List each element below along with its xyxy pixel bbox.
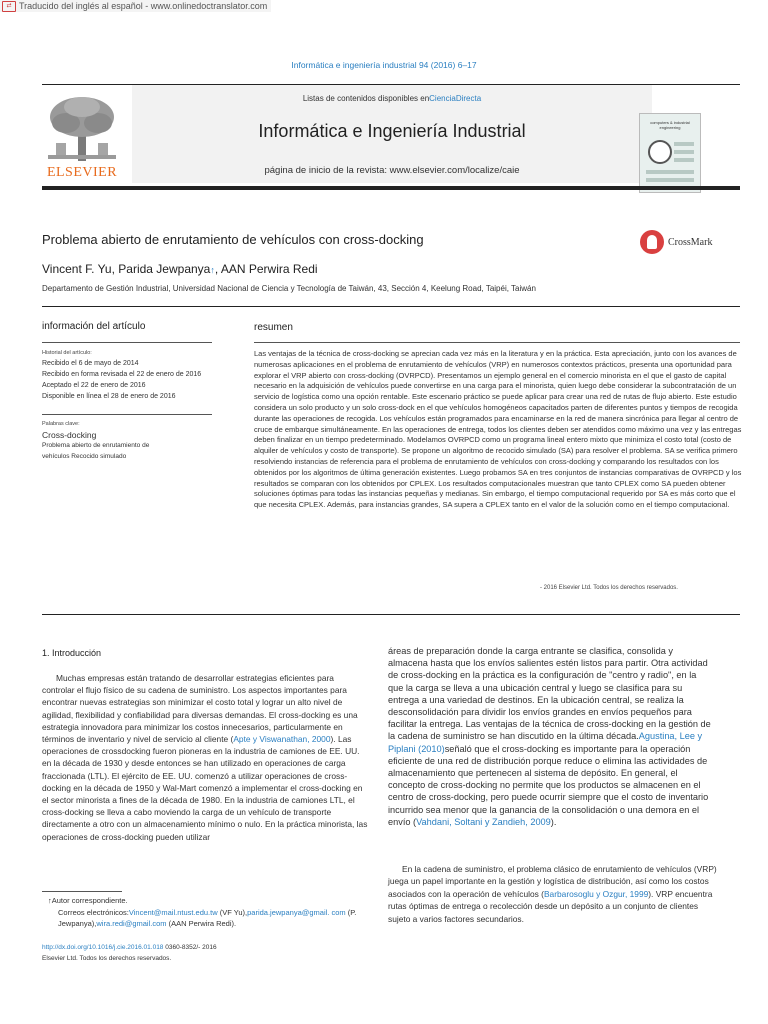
abstract-heading: resumen bbox=[254, 322, 293, 333]
translator-icon: ⇄ bbox=[2, 1, 16, 12]
journal-cover-thumbnail bbox=[639, 113, 701, 193]
doi-line bbox=[42, 942, 217, 953]
email-owner: (P. Jewpanya), bbox=[58, 908, 357, 928]
email-link[interactable]: Vincent@mail.ntust.edu.tw bbox=[128, 908, 218, 917]
cover-title: computers & industrial engineering bbox=[650, 120, 690, 130]
translator-label: Traducido del inglés al español - www.onlinedoctranslator.com bbox=[19, 1, 268, 11]
cover-decoration bbox=[674, 150, 694, 154]
author-emails bbox=[42, 907, 372, 929]
contents-prefix: Listas de contenidos disponibles en bbox=[302, 94, 430, 103]
cover-decoration bbox=[646, 170, 694, 174]
article-info-rule bbox=[42, 342, 212, 343]
reference-link[interactable]: Agustina, Lee y Piplani (2010) bbox=[388, 731, 703, 754]
cover-decoration bbox=[646, 178, 694, 182]
header-bottom-rule bbox=[42, 186, 740, 190]
journal-header-center bbox=[132, 85, 652, 183]
crossmark-label: CrossMark bbox=[668, 236, 713, 248]
title-bottom-rule bbox=[42, 306, 740, 307]
email-link[interactable]: parida.jewpanya@gmail. com bbox=[247, 908, 346, 917]
email-owner: (AAN Perwira Redi). bbox=[166, 919, 237, 928]
history-received: Recibido el 6 de mayo de 2014 bbox=[42, 360, 139, 367]
introduction-heading: 1. Introducción bbox=[42, 648, 102, 658]
intro-paragraph: áreas de preparación donde la carga entrante se clasifica, consolida y almacena hasta que los envíos salientes estén listos para partir. Otra actividad de cross-docking en la práctica es la configuración de "centro y radio", en la que la carga se lleva a una ubicación central y luego se clasifica para su entrega a una variedad de destinos. En la ubicación central, se realiza la desconsolidación para dividir los envíos grandes en envíos pequeños para facilitar la entrega. Las ventajas de la técnica de cross-docking en la gestión de la cadena de suministro se han discutido en la última década. bbox=[388, 646, 711, 742]
rights-line: Elsevier Ltd. Todos los derechos reservados. bbox=[42, 955, 172, 962]
email-link[interactable]: wira.redi@gmail.com bbox=[96, 919, 167, 928]
affiliation: Departamento de Gestión Industrial, Universidad Nacional de Ciencia y Tecnología de Taiwán, 43, Sección 4, Keelung Road, Taipéi, Taiwán bbox=[42, 284, 536, 293]
reference-link[interactable]: Apte y Viswanathan, 2000 bbox=[233, 734, 331, 745]
corresponding-author-mark[interactable]: ↑ bbox=[210, 265, 215, 275]
keyword-item: Cross-docking bbox=[42, 430, 97, 440]
journal-citation[interactable]: Informática e ingeniería industrial 94 (2016) 6–17 bbox=[291, 60, 477, 70]
abstract-text: Las ventajas de la técnica de cross-docking se aprecian cada vez más en la literatura y en la práctica. Esta apreciación, junto con los avances de numerosas aplicaciones en el problema de enrutamiento de vehículos (VRP) en numerosos contextos prácticos, presenta una oportunidad para explorar el VRP abierto con cross-docking (OVRPCD). Presentamos un ejemplo general en el comercio minorista en el que el gasto de capital necesario en la adquisición de vehículos puede convertirse en una carga para el minorista, quien luego debe considerar la subcontratación de un servicio de logística como una opción rentable. Este escenario práctico se puede aplicar para crear una red de rutas de flujo abierto. Este estudio considera un solo producto y un solo cross-dock en el que vehículos homogéneos capacitados parten de diferentes puntos y tiempos de recogida durante las operaciones de recogida. Los vehículos están programados para encaminarse en la red de manera sincrónica para llegar al centro de cruce de embarque simultáneamente. En las operaciones de entrega, todos los clientes deben ser atendidos como máximo una vez y las entregas deben finalizar en un tiempo predeterminado. Modelamos OVRPCD como un programa lineal entero mixto que minimiza el costo total (costo de alquiler de vehículos y costo de transporte). Se propone un algoritmo de recocido simulado (SA) para resolver el problema. SA se verifica primero resolviendo instancias de referencia para el problema de enrutamiento de vehículos con cross-docking y comparando los resultados con los obtenidos por los algoritmos de última generación existentes. Luego probamos SA en tres conjuntos de instancias comparativas de OVRPCD y los resultados se comparan con los obtenidos por CPLEX. Los resultados computacionales muestran que tanto CPLEX como SA pueden obtener soluciones óptimas para todas las instancias pequeñas y medianas. Sin embargo, el tiempo computacional requerido por SA es más corto que el que necesita CPLEX. Además, para instancias grandes, SA supera a CPLEX tanto en el valor de la solución como en el tiempo computacional. bbox=[254, 349, 742, 510]
intro-right-column-p2 bbox=[388, 863, 718, 925]
doi-link[interactable]: http://dx.doi.org/10.1016/j.cie.2016.01.018 bbox=[42, 944, 164, 951]
intro-left-column bbox=[42, 672, 368, 843]
keywords-rule bbox=[42, 414, 212, 415]
intro-paragraph: En la cadena de suministro, el problema clásico de enrutamiento de vehículos (VRP) juega un papel importante en la gestión y logística de distribución, así como los costos asociados con la operación de vehículos ( bbox=[388, 864, 717, 899]
issn: 0360-8352/- 2016 bbox=[163, 944, 217, 951]
journal-header bbox=[42, 85, 740, 185]
contents-availability bbox=[132, 94, 652, 103]
journal-homepage[interactable]: página de inicio de la revista: www.elsevier.com/localize/caie bbox=[264, 165, 520, 176]
authors-secondary: , AAN Perwira Redi bbox=[214, 262, 318, 276]
history-online: Disponible en línea el 28 de enero de 2016 bbox=[42, 393, 176, 400]
paper-title: Problema abierto de enrutamiento de vehículos con cross-docking bbox=[42, 232, 424, 247]
sciencedirect-link[interactable]: CienciaDirecta bbox=[429, 94, 482, 103]
intro-right-column bbox=[388, 645, 712, 828]
elsevier-tree-icon bbox=[42, 93, 122, 165]
intro-paragraph: ). bbox=[550, 816, 557, 827]
keyword-item: Problema abierto de enrutamiento de bbox=[42, 442, 150, 449]
footnote-rule bbox=[42, 891, 122, 892]
authors-primary: Vincent F. Yu, Parida Jewpanya bbox=[42, 262, 211, 276]
cover-decoration bbox=[674, 142, 694, 146]
abstract-rule bbox=[254, 342, 740, 343]
intro-paragraph: Muchas empresas están tratando de desarrollar estrategias eficientes para controlar el flujo físico de su cadena de suministro. Los aspectos importantes para encontrar nuevas estrategias son minimizar el costo total y lograr un alto nivel de agilidad, flexibilidad y confiabilidad para diversas demandas. El cross-docking es una estrategia innovadora para minimizar los costos innecesarios, particularmente en términos de inventario y nivel de servicio al cliente ( bbox=[42, 673, 358, 745]
reference-link[interactable]: Vahdani, Soltani y Zandieh, 2009 bbox=[416, 816, 551, 827]
keywords-label: Palabras clave: bbox=[42, 421, 80, 427]
article-info-heading: información del artículo bbox=[42, 321, 146, 332]
intro-paragraph: ). Las operaciones de crossdocking fueron pioneras en la industria de camiones de EE. UU. en la década de 1930 y desde entonces se han utilizado en operaciones de carga fraccionada (LTL). El ejército de EE. UU. comenzó a utilizar operaciones de cross-docking en la década de 1950 y Wal-Mart comenzó a implementar el cross-docking en el sector minorista a fines de la década de 1980. En la industria de camiones LTL, el cross-docking se lleva a cabo moviendo la carga de un vehículo de transporte directamente a otro con un almacenamiento mínimo o nulo. En la práctica minorista, las operaciones de cross-docking pueden utilizar bbox=[42, 734, 368, 842]
history-revised: Recibido en forma revisada el 22 de enero de 2016 bbox=[42, 371, 202, 378]
crossmark-button[interactable] bbox=[640, 230, 712, 254]
keyword-item: vehículos Recocido simulado bbox=[42, 453, 127, 460]
abstract-bottom-rule bbox=[42, 614, 740, 615]
reference-link[interactable]: Barbarosoglu y Ozgur, 1999 bbox=[543, 888, 649, 899]
cover-logo-icon bbox=[648, 140, 672, 164]
journal-title: Informática e Ingeniería Industrial bbox=[258, 121, 526, 141]
translator-banner[interactable] bbox=[0, 0, 271, 12]
corresponding-author-note: ↑Autor correspondiente. bbox=[48, 896, 128, 905]
author-list bbox=[42, 262, 318, 276]
crossmark-icon bbox=[640, 230, 664, 254]
abstract-copyright: - 2016 Elsevier Ltd. Todos los derechos reservados. bbox=[540, 585, 678, 591]
intro-paragraph: señaló que el cross-docking es importante para la operación eficiente de una red de distribución porque reduce o elimina las actividades de almacenamiento que pertenecen al sistema de depósito. En general, el concepto de cross-docking no permite que los productos se almacenen en el centro de cross-docking, pero puede ocurrir siempre que el costo de inventario incurrido sea menor que la ganancia de la consolidación o una demora en el envío ( bbox=[388, 743, 709, 827]
email-owner: (VF Yu), bbox=[217, 908, 248, 917]
intro-paragraph: ). VRP encuentra rutas óptimas de entrega o recolección desde un depósito a un conjunto de clientes sujeto a varios factores secundarios. bbox=[388, 888, 713, 924]
history-label: Historial del artículo: bbox=[42, 350, 92, 356]
elsevier-logo: ELSEVIER bbox=[46, 165, 118, 180]
history-accepted: Aceptado el 22 de enero de 2016 bbox=[42, 382, 146, 389]
emails-label: Correos electrónicos: bbox=[58, 908, 129, 917]
cover-decoration bbox=[674, 158, 694, 162]
